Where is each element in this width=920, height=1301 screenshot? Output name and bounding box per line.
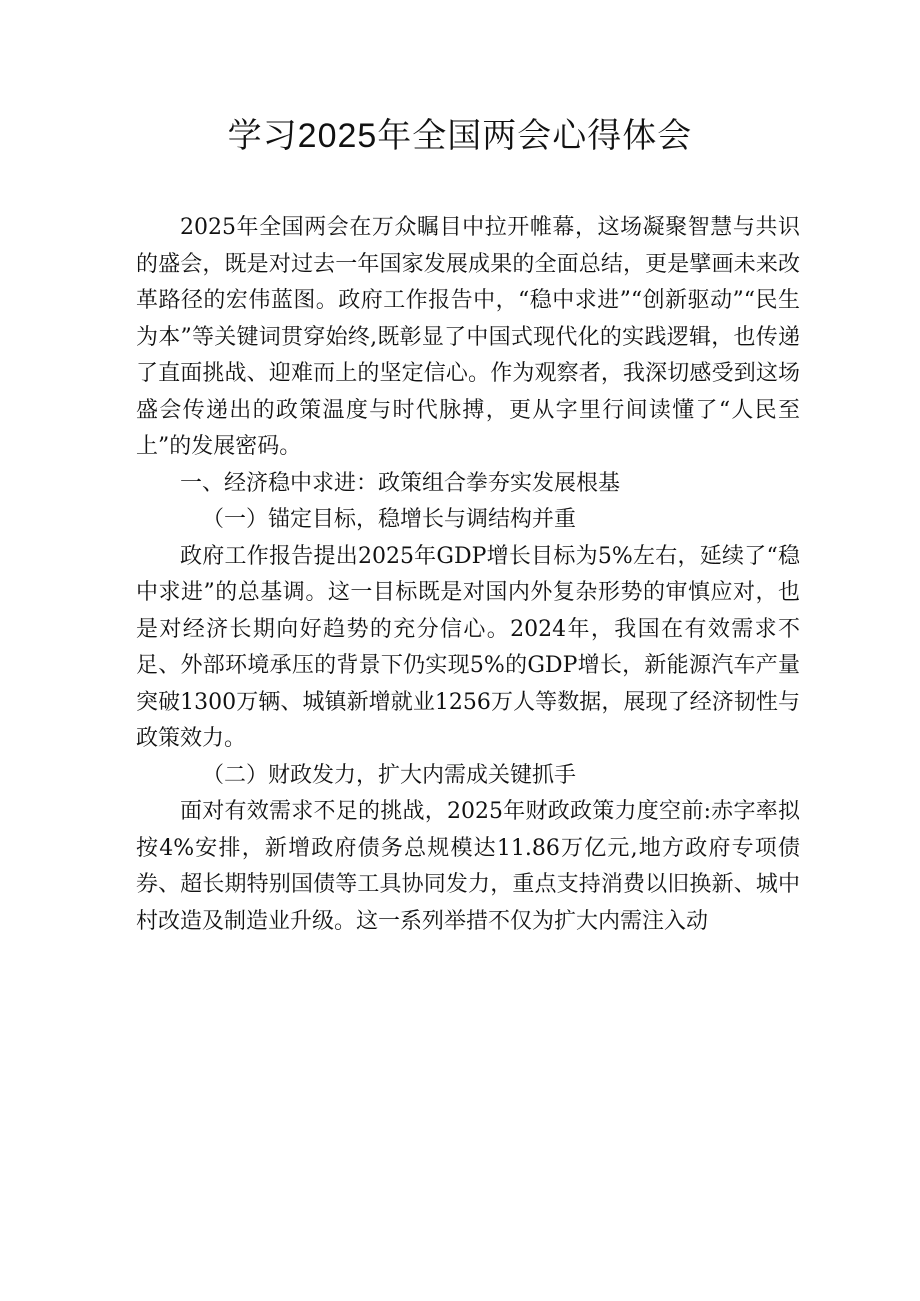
section-heading-1: 一、经济稳中求进：政策组合拳夯实发展根基 (180, 470, 621, 496)
document-body (136, 210, 800, 940)
intro-paragraph: 2025年全国两会在万众瞩目中拉开帷幕，这场凝聚智慧与共识的盛会，既是对过去一年国家发展成果的全面总结，更是擘画未来改革路径的宏伟蓝图。政府工作报告中，“稳中求进”“创新驱动”“民生为本”等关键词贯穿始终,既彰显了中国式现代化的实践逻辑，也传递了直面挑战、迎难而上的坚定信心。作为观察者，我深切感受到这场盛会传递出的政策温度与时代脉搏，更从字里行间读懂了“人民至上”的发展密码。 (136, 215, 800, 459)
document-title: 学习2025年全国两会心得体会 (227, 117, 693, 155)
subsection-heading-2: （二）财政发力，扩大内需成关键抓手 (202, 762, 577, 788)
body-paragraph-2: 面对有效需求不足的挑战，2025年财政政策力度空前:赤字率拟按4%安排，新增政府债务总规模达11.86万亿元,地方政府专项债券、超长期特别国债等工具协同发力，重点支持消费以旧换新、城中村改造及制造业升级。这一系列举措不仅为扩大内需注入动 (136, 799, 800, 934)
body-paragraph-1: 政府工作报告提出2025年GDP增长目标为5%左右，延续了“稳中求进”的总基调。这一目标既是对国内外复杂形势的审慎应对，也是对经济长期向好趋势的充分信心。2024年，我国在有效需求不足、外部环境承压的背景下仍实现5%的GDP增长，新能源汽车产量突破1300万辆、城镇新增就业1256万人等数据，展现了经济韧性与政策效力。 (136, 543, 800, 751)
subsection-heading-1: （一）锚定目标，稳增长与调结构并重 (202, 507, 577, 532)
